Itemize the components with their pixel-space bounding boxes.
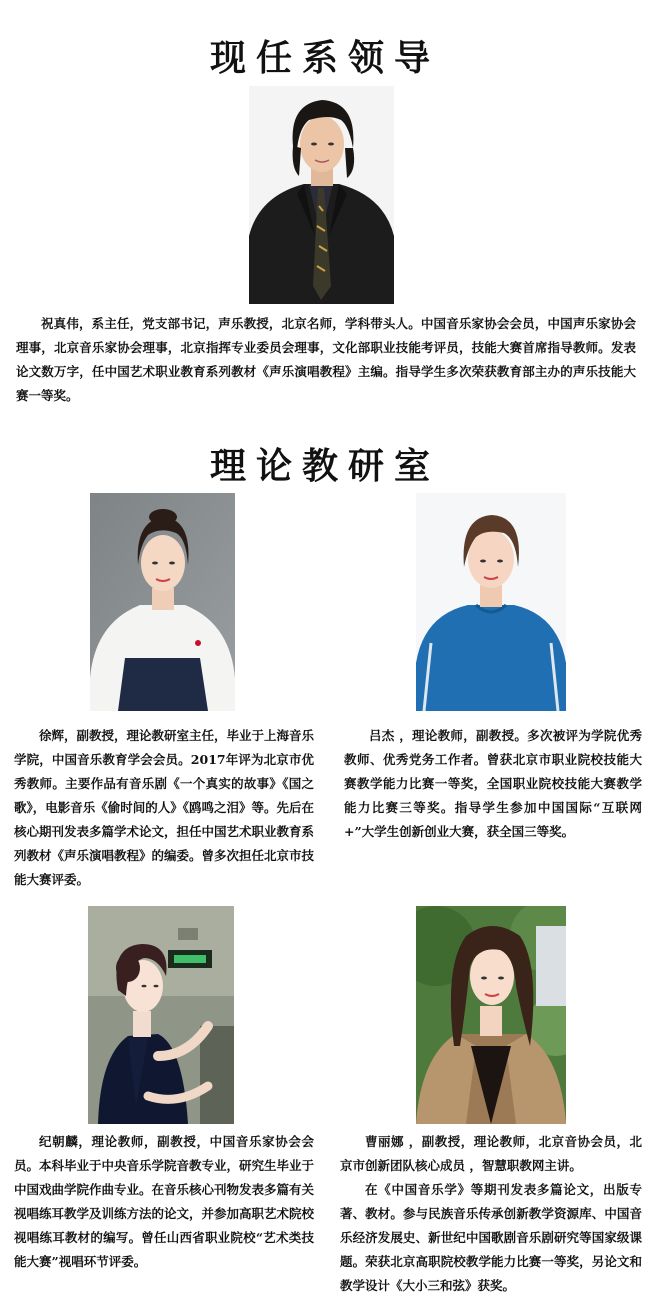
teacher-photo-1 [90,493,235,711]
teacher-bio-4 [340,1130,642,1298]
teacher-bio-3 [14,1130,314,1274]
teacher-bio-2-text: 吕杰 ，理论教师，副教授。多次被评为学院优秀教师、优秀党务工作者。曾获北京市职业院校技能大赛教学能力比赛一等奖，全国职业院校技能大赛教学能力比赛三等奖。指导学生参加中国国际“互联网+”大学生创新创业大赛，获全国三等奖。 [344,728,642,839]
dept-head-photo [249,86,394,304]
teacher-photo-4 [416,906,566,1124]
teacher-bio-1-text: 徐辉，副教授，理论教研室主任，毕业于上海音乐学院，中国音乐教育学会会员。2017年评为北京市优秀教师。主要作品有音乐剧《一个真实的故事》《国之歌》，电影音乐《偷时间的人》《鸥鸣之泪》等。先后在核心期刊发表多篇学术论文，担任中国艺术职业教育系列教材《声乐演唱教程》的编委。曾多次担任北京市技能大赛评委。 [14,728,315,887]
teacher-bio-4-text-1: 曹丽娜 ，副教授，理论教师，北京音协会员，北京市创新团队核心成员 ，智慧职教网主讲。 [340,1134,642,1173]
dept-head-bio [16,312,636,408]
teacher-bio-1 [14,724,314,892]
teacher-photo-3 [88,906,234,1124]
dept-head-bio-text: 祝真伟，系主任，党支部书记，声乐教授，北京名师，学科带头人。中国音乐家协会会员，中国声乐家协会理事，北京音乐家协会理事，北京指挥专业委员会理事，文化部职业技能考评员，技能大赛首席指导教师。发表论文数万字，任中国艺术职业教育系列教材《声乐演唱教程》主编。指导学生多次荣获教育部主办的声乐技能大赛一等奖。 [16,316,636,403]
theory-title: 理论教研室 [209,445,440,487]
teacher-photo-2 [416,493,566,711]
leadership-title: 现任系领导 [209,37,440,79]
teacher-bio-3-text: 纪朝麟，理论教师，副教授，中国音乐家协会会员。本科毕业于中央音乐学院音教专业，研究生毕业于中国戏曲学院作曲专业。在音乐核心刊物发表多篇有关视唱练耳教学及训练方法的论文，并参加高职艺术院校视唱练耳教材的编写。曾任山西省职业院校“艺术类技能大赛”视唱环节评委。 [14,1134,315,1269]
teacher-bio-4-text-2: 在《中国音乐学》等期刊发表多篇论文，出版专著、教材。参与民族音乐传承创新教学资源库、中国音乐经济发展史、新世纪中国歌剧音乐剧研究等国家级课题。荣获北京高职院校教学能力比赛一等奖，另论文和教学设计《大小三和弦》获奖。 [340,1182,642,1293]
teacher-bio-2 [344,724,642,844]
